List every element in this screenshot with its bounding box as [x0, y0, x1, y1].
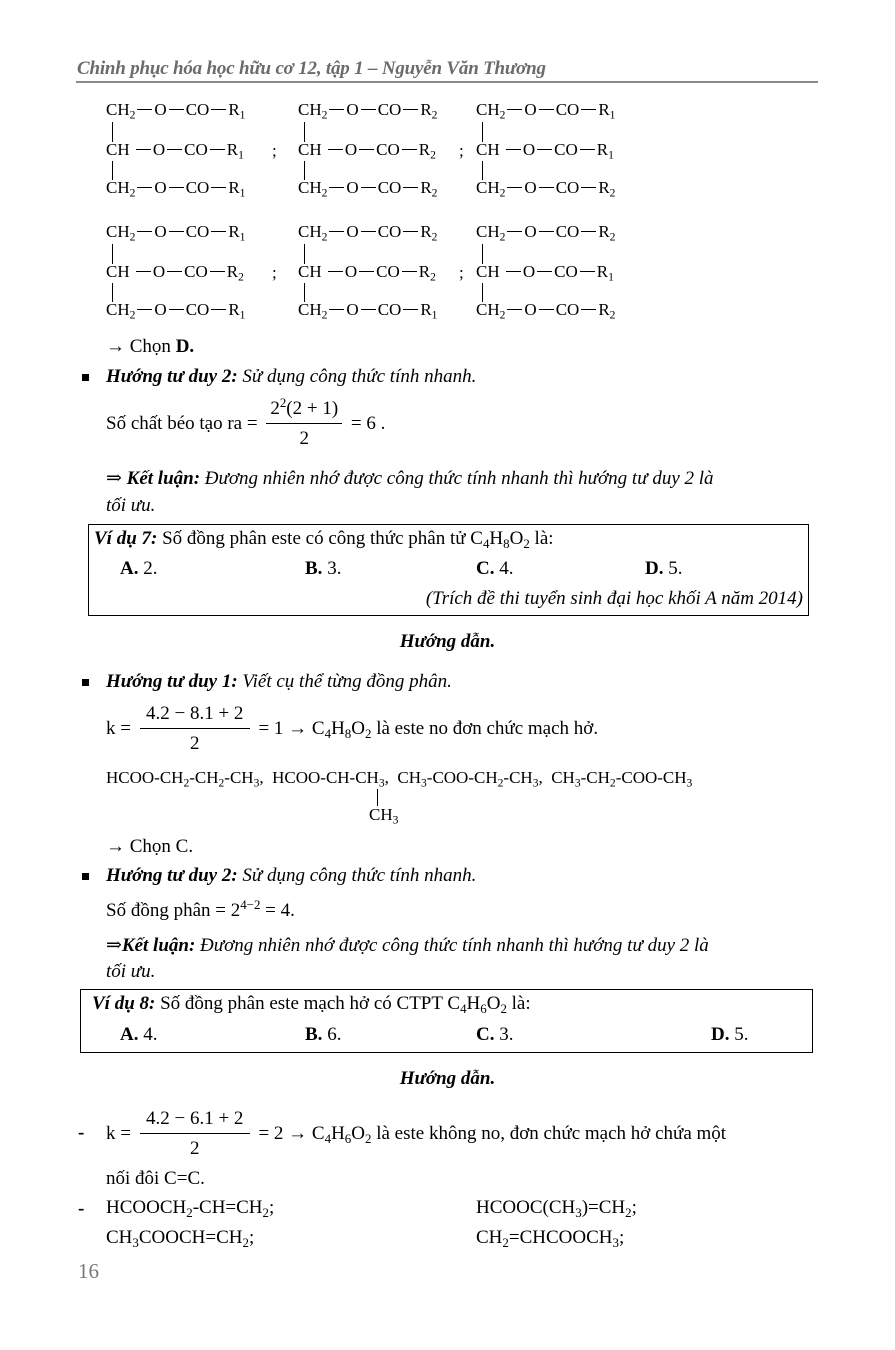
option-letter: C.: [476, 558, 495, 579]
c-sub: 4: [482, 535, 490, 551]
triglyceride-structure: [476, 222, 656, 332]
example8-option-c[interactable]: [476, 1024, 513, 1046]
option-value: 5.: [729, 1024, 749, 1045]
conclusion-line-1: [106, 467, 714, 490]
example8-option-d[interactable]: [711, 1024, 748, 1046]
option-value: 6.: [322, 1024, 342, 1045]
question-end: là:: [529, 528, 554, 549]
conclusion-7-line-1: [106, 934, 709, 957]
conclusion-text: Đương nhiên nhớ được công thức tính nhanh thì hướng tư duy 2 là: [200, 468, 714, 489]
ester-formula: $CH_3COOCH=CH_2$;: [106, 1227, 255, 1250]
o-sub: 2: [523, 535, 530, 551]
running-header: Chinh phục hóa học hữu cơ 12, tập 1 – Nguyễn Văn Thương: [77, 58, 546, 79]
ester-chain: $CH_2$ O CO $R_1$: [106, 178, 246, 200]
question-end: là:: [506, 993, 531, 1014]
option-value: 4.: [138, 1024, 158, 1045]
method2-text: Sử dụng công thức tính nhanh.: [237, 865, 477, 886]
ester-chain: $CH_2$ O CO $R_1$: [298, 300, 438, 322]
k-formula-7: k = $\frac{4.2 - 8.1 + 2}{2}$ = $1 \to C_4H_8O_2$ là este no đơn chức mạch hở.: [106, 703, 599, 754]
ester-chain: $CH_2$ O CO $R_1$: [476, 100, 616, 122]
choose-label: → Chọn: [106, 336, 176, 357]
o-sub: 2: [500, 1000, 507, 1016]
dash-bullet: -: [78, 1122, 85, 1143]
isomer-formula: $CH_3-CH_2-COO-CH_3$: [551, 768, 693, 790]
separator: ;: [272, 141, 277, 160]
bullet-icon: [82, 679, 89, 686]
isomer-formula: HCOO-$CH_2-CH_2-CH_3$,: [106, 768, 264, 790]
ester-chain: $CH_2$ O CO $R_2$: [298, 100, 438, 122]
ester-chain: CH O CO $R_1$: [106, 140, 244, 162]
guide8-heading: Hướng dẫn.: [399, 1068, 496, 1089]
k-text-8-line-2: nối đôi C=C.: [106, 1168, 205, 1189]
k-den: 2: [189, 733, 200, 754]
choose-c-line: → Chọn C.: [106, 836, 194, 857]
conclusion-label: Kết luận:: [121, 935, 196, 956]
k-num: 4.2 − 6.1 + 2: [140, 1108, 250, 1134]
triglyceride-structure: [298, 100, 478, 210]
h-sub: 8: [503, 535, 510, 551]
example7-option-c[interactable]: [476, 558, 513, 580]
isomer-list: [106, 768, 692, 788]
bullet-icon: [82, 374, 89, 381]
option-value: 4.: [494, 558, 514, 579]
choose-answer: D.: [175, 336, 195, 357]
ester-chain: CH O CO $R_2$: [298, 140, 436, 162]
method2-line: [106, 366, 476, 388]
k-num: 4.2 − 8.1 + 2: [140, 703, 250, 729]
fat-count-formula: [106, 394, 386, 450]
ester-chain: $CH_2$ O CO $R_1$: [106, 222, 246, 244]
bond-line: [304, 122, 305, 142]
ester-chain: CH O CO $R_2$: [106, 262, 244, 284]
method1-label: Hướng tư duy 1:: [106, 671, 238, 692]
ester-formula: $HCOOCH_2-CH=CH_2$;: [106, 1197, 275, 1220]
option-letter: A.: [120, 1024, 139, 1045]
example7-label: Ví dụ 7:: [94, 528, 158, 549]
k-fraction: [140, 1108, 250, 1160]
ester-chain: CH O CO $R_1$: [476, 262, 614, 284]
option-value: 2.: [138, 558, 158, 579]
count-base: 2: [230, 900, 241, 921]
option-letter: A.: [120, 558, 139, 579]
formula-fraction: [266, 394, 342, 450]
page-number: 16: [78, 1259, 99, 1283]
h-sub: 6: [480, 1000, 487, 1016]
ester-chain: CH O CO $R_1$: [476, 140, 614, 162]
example7-source: (Trích đề thi tuyển sinh đại học khối A năm 2014): [425, 588, 803, 609]
method2-text: Sử dụng công thức tính nhanh.: [237, 366, 477, 387]
bullet-icon: [82, 873, 89, 880]
formula-result: = 6 .: [346, 413, 386, 434]
question-text: Số đồng phân este mạch hở có CTPT C: [155, 993, 461, 1014]
ester-chain: $CH_2$ O CO $R_1$: [106, 100, 246, 122]
example7-option-b[interactable]: [305, 558, 341, 580]
conclusion-text: Đương nhiên nhớ được công thức tính nhanh thì hướng tư duy 2 là: [195, 935, 709, 956]
method2-label: Hướng tư duy 2:: [106, 366, 238, 387]
isomer-formula: HCOO-$CH-CH_3$,: [272, 768, 389, 790]
bond-line: [112, 244, 113, 264]
den: 2: [299, 428, 309, 449]
example8-label: Ví dụ 8:: [92, 993, 156, 1014]
num-base: 2: [270, 398, 280, 419]
option-letter: D.: [645, 558, 664, 579]
ester-chain: $CH_2$ O CO $R_1$: [106, 300, 246, 322]
ester-formula: $CH_2=CHCOOCH_3$;: [476, 1227, 625, 1250]
ester-chain: $CH_2$ O CO $R_2$: [476, 178, 616, 200]
k-text: là este không no, đơn chức mạch hở chứa một: [371, 1123, 727, 1144]
option-value: 3.: [322, 558, 342, 579]
bond-line: [482, 244, 483, 264]
example8-option-b[interactable]: [305, 1024, 341, 1046]
triglyceride-structure: [476, 100, 656, 210]
k-result: = 1 → C: [253, 718, 325, 739]
ester-chain: $CH_2$ O CO $R_2$: [298, 222, 438, 244]
k-formula-8: k = $\frac{4.2 - 6.1 + 2}{2}$ = $2 \to C_4H_6O_2$ là este không no, đơn chức mạch hở chứa một: [106, 1108, 727, 1159]
ester-chain: CH O CO $R_2$: [298, 262, 436, 284]
example7-question: Ví dụ 7: Số đồng phân este có công thức phân tử $C_4H_8O_2$ là:: [94, 528, 554, 551]
separator: ;: [459, 141, 464, 160]
separator: ;: [459, 263, 464, 282]
triglyceride-structure: [106, 100, 286, 210]
implies-icon: ⇒: [106, 935, 122, 956]
triglyceride-structure: [298, 222, 478, 332]
bond-line: [112, 122, 113, 142]
bond-line: [482, 122, 483, 142]
method2-line-7: [106, 865, 476, 887]
option-value: 5.: [663, 558, 683, 579]
branch-methyl: $CH_3$: [369, 805, 399, 827]
conclusion-line-2: tối ưu.: [106, 495, 156, 516]
k-fraction: [140, 703, 250, 755]
conclusion-label: Kết luận:: [126, 468, 201, 489]
implies-icon: ⇒: [106, 468, 127, 489]
c-sub: 4: [460, 1000, 467, 1016]
count-result: = 4.: [260, 900, 295, 921]
branch-bond: [377, 789, 378, 806]
count-prefix: Số đồng phân =: [106, 900, 231, 921]
count-exp: 4−2: [240, 896, 261, 912]
k-prefix: k =: [106, 1123, 136, 1144]
ester-chain: $CH_2$ O CO $R_2$: [476, 222, 616, 244]
ester-chain: $CH_2$ O CO $R_2$: [476, 300, 616, 322]
triglyceride-structure: [106, 222, 286, 332]
option-value: 3.: [494, 1024, 514, 1045]
option-letter: B.: [305, 1024, 323, 1045]
question-text: Số đồng phân este có công thức phân tử C: [157, 528, 483, 549]
option-letter: B.: [305, 558, 323, 579]
formula-prefix: Số chất béo tạo ra =: [106, 413, 263, 434]
k-prefix: k =: [106, 718, 136, 739]
example8-option-a[interactable]: [120, 1024, 157, 1046]
k-text: là este no đơn chức mạch hở.: [371, 718, 599, 739]
method2-label: Hướng tư duy 2:: [106, 865, 238, 886]
dash-bullet: -: [78, 1198, 85, 1219]
method1-text: Viết cụ thể từng đồng phân.: [237, 671, 452, 692]
num-rest: (2 + 1): [286, 398, 339, 419]
ester-formula: $HCOOC(CH_3)=CH_2$;: [476, 1197, 637, 1220]
num-exp: 2: [279, 394, 287, 410]
choose-answer-line: [106, 336, 194, 358]
guide7-heading: Hướng dẫn.: [399, 631, 496, 652]
k-den: 2: [189, 1138, 200, 1159]
example7-option-a[interactable]: [120, 558, 157, 580]
bond-line: [304, 244, 305, 264]
separator: ;: [272, 263, 277, 282]
conclusion-7-line-2: tối ưu.: [106, 961, 156, 982]
isomer-formula: $CH_3-COO-CH_2-CH_3$,: [397, 768, 543, 790]
header-rule: [76, 81, 818, 83]
example7-option-d[interactable]: [645, 558, 682, 580]
option-letter: D.: [711, 1024, 730, 1045]
option-letter: C.: [476, 1024, 495, 1045]
ester-chain: $CH_2$ O CO $R_2$: [298, 178, 438, 200]
method1-line: [106, 671, 452, 693]
example8-question: Ví dụ 8: Số đồng phân este mạch hở có CTPT $C_4H_6O_2$ là:: [92, 993, 531, 1016]
k-result: = 2 → C: [253, 1123, 325, 1144]
isomer-count-formula: [106, 896, 295, 922]
